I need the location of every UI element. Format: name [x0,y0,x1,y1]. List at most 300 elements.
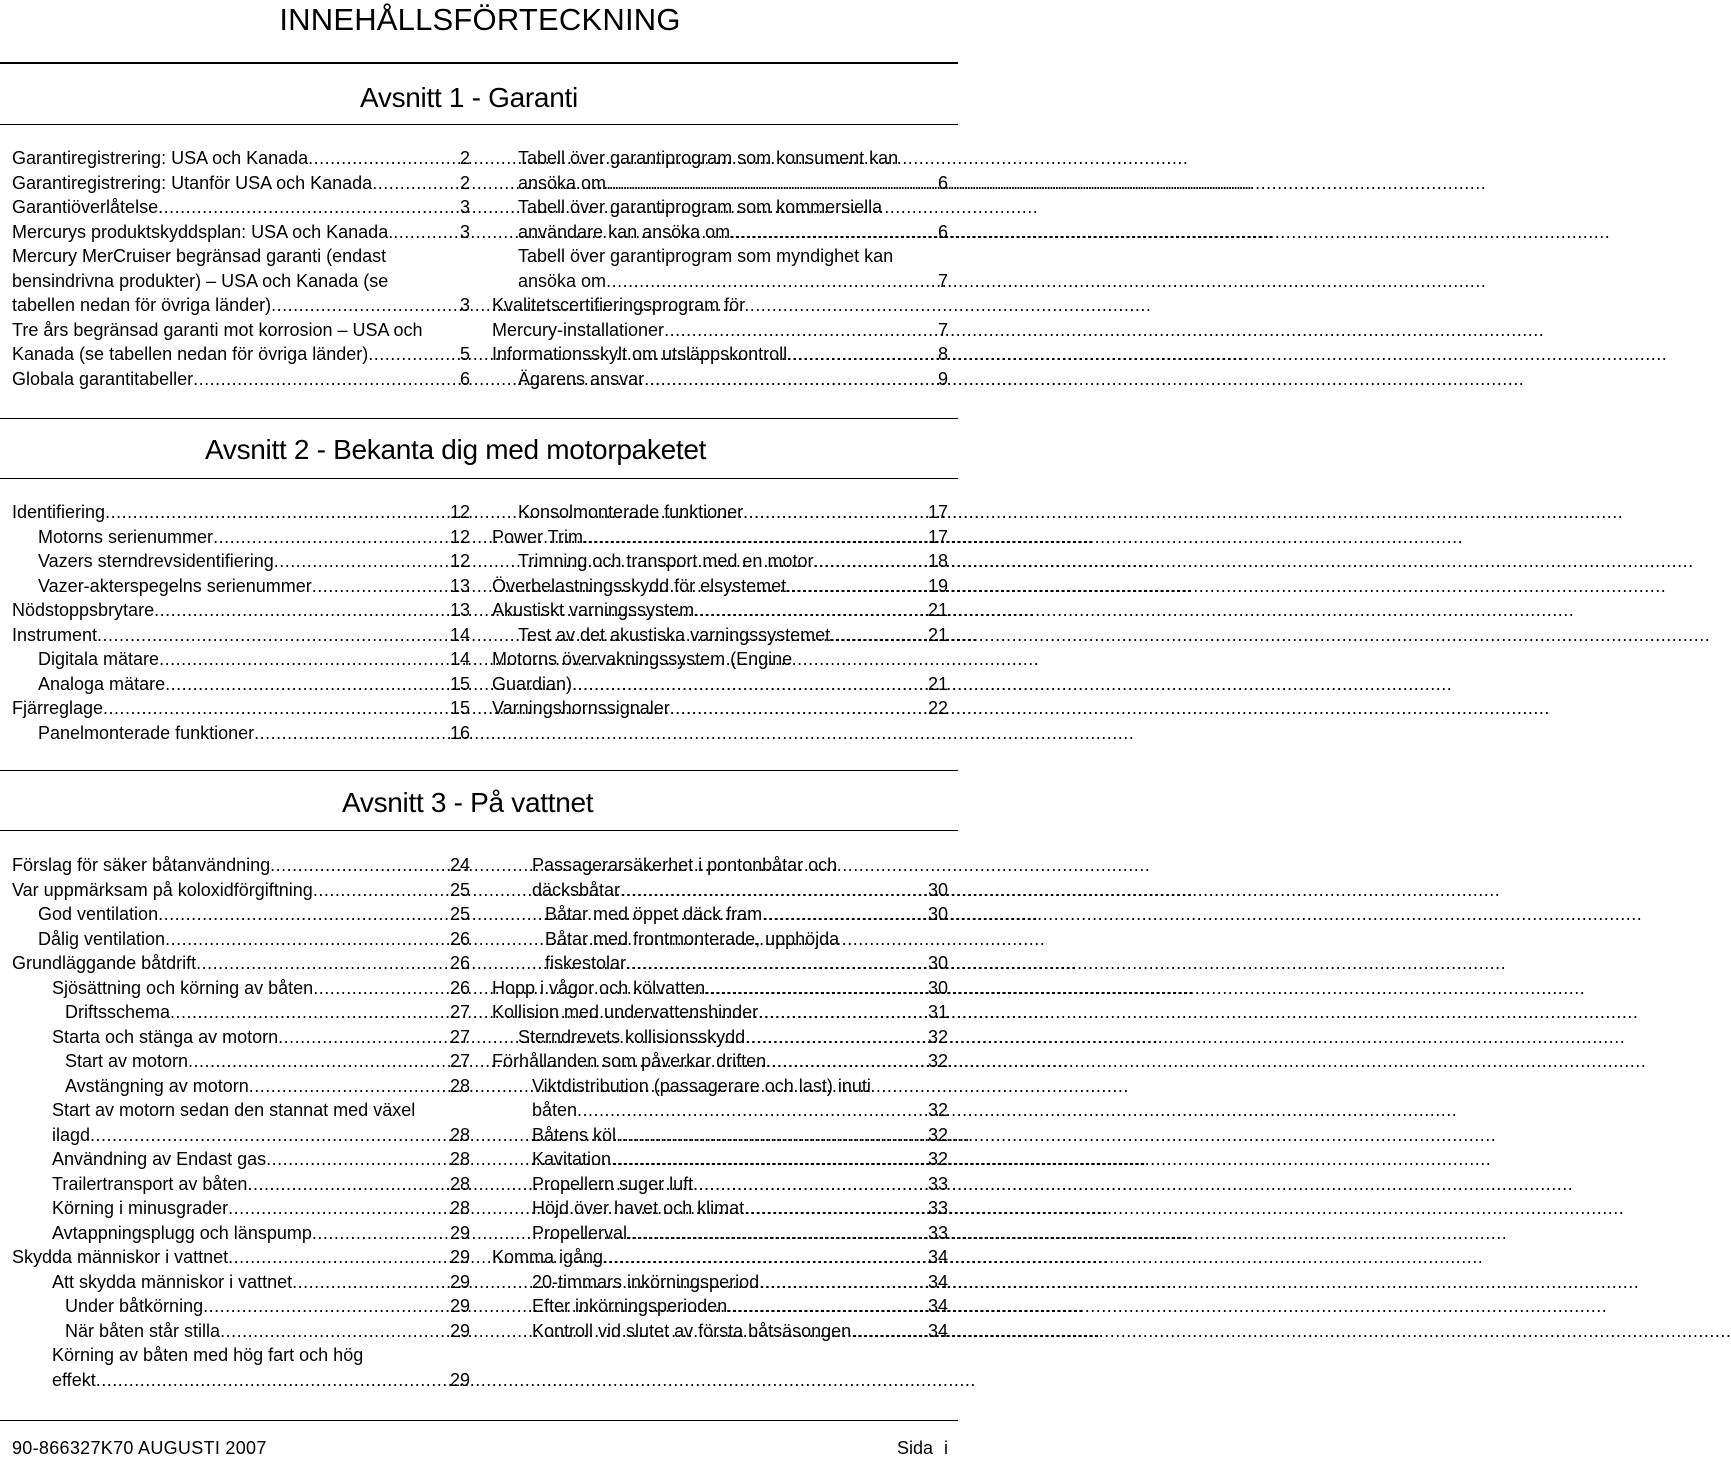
toc-entry-title: God ventilation [38,904,159,924]
section-2-right-column [492,500,948,721]
toc-entry-title: ansöka om [518,270,607,291]
toc-entry-page-number: 9 [937,368,948,389]
dot-leader [313,878,448,903]
toc-entry-page-number: 28 [449,1075,470,1096]
toc-entry-page-number: 32 [927,1149,948,1169]
dot-leader [762,902,926,927]
toc-entry[interactable] [12,1294,470,1319]
toc-entry-page-number: 26 [449,928,470,949]
dot-leader [830,623,926,648]
toc-entry-page-number: 25 [449,904,470,924]
toc-entry-title: Höjd över havet och klimat [532,1198,745,1218]
toc-entry[interactable] [492,696,948,721]
toc-entry[interactable] [492,1172,948,1197]
toc-entry-title: Kvalitetscertifieringsprogram för [492,295,746,315]
toc-entry-page-number: 8 [937,344,948,364]
toc-entry-title: Hopp i vågor och kölvatten [492,977,706,998]
toc-entry[interactable] [12,1025,470,1050]
toc-entry-title: Guardian) [492,673,573,694]
toc-entry[interactable] [12,623,470,648]
toc-entry[interactable] [492,1221,948,1246]
toc-entry[interactable] [492,1270,948,1295]
toc-entry-title: Skydda människor i vattnet [12,1247,229,1267]
toc-entry-title: Akustiskt varningssystem [492,600,695,620]
toc-entry-title: Båtar med öppet däck fram [545,904,763,924]
toc-entry-page-number: 28 [449,1198,470,1218]
dot-leader [103,696,448,721]
toc-entry-title: Kanada (se tabellen nedan för övriga länder) [12,344,369,364]
toc-entry-page-number: 30 [927,977,948,998]
toc-entry[interactable] [12,672,470,697]
section-1-right-column [492,146,948,391]
toc-entry[interactable] [12,951,470,976]
dot-leader [312,1221,448,1246]
toc-entry-title: Tre års begränsad garanti mot korrosion – USA och [12,319,423,340]
toc-entry-title: Vazer-akterspegelns serienummer [38,575,312,596]
toc-entry-title: 20-timmars inkörningsperiod [532,1271,760,1292]
toc-entry-title: Grundläggande båtdrift [12,953,197,973]
dot-leader [220,1319,448,1344]
toc-entry[interactable] [12,1074,470,1099]
toc-entry[interactable] [492,1098,948,1123]
toc-entry-title: Kavitation [532,1149,612,1169]
dot-leader [583,525,926,550]
toc-entry-page-number: 7 [937,270,948,291]
toc-entry-title: Instrument [12,624,98,645]
toc-entry-page-number: 33 [927,1173,948,1194]
toc-entry-page-number: 27 [449,1051,470,1071]
toc-entry-title: Mercury-installationer [492,319,665,340]
toc-entry [492,146,948,171]
toc-entry[interactable] [12,293,470,318]
toc-entry-title: Var uppmärksam på koloxidförgiftning [12,879,313,900]
toc-entry-title: tabellen nedan för övriga länder) [12,295,272,315]
dot-leader [393,220,458,245]
section-heading-3: Avsnitt 3 - På vattnet [342,787,594,818]
toc-entry-page-number: 28 [449,1124,470,1145]
toc-entry[interactable] [492,171,948,196]
toc-entry-title: Viktdistribution (passagerare och last) inuti [532,1075,871,1096]
toc-entry[interactable] [12,195,470,220]
toc-entry [492,244,948,269]
toc-entry[interactable] [12,598,470,623]
toc-entry-title: Analoga mätare [38,673,166,694]
toc-entry-title: Båtens köl [532,1124,617,1145]
toc-entry-title: Propellerval [532,1222,628,1243]
toc-entry-title: Efter inkörningsperioden [532,1296,728,1316]
dot-leader [292,1270,448,1295]
dot-leader [611,1147,926,1172]
dot-leader [727,1294,926,1319]
dot-leader [266,1147,448,1172]
toc-entry[interactable] [12,1368,470,1393]
toc-entry-title: Sterndrevets kollisionsskydd [518,1026,746,1047]
dot-leader [203,1294,448,1319]
toc-entry-title: När båten står stilla [65,1320,221,1341]
toc-entry[interactable] [12,1123,470,1148]
toc-entry[interactable] [12,927,470,952]
toc-entry[interactable] [12,721,470,746]
dot-leader [308,146,458,171]
toc-entry-title: Kontroll vid slutet av första båtsäsongen [532,1320,852,1341]
section-1-left-column [12,146,470,391]
toc-entry[interactable] [12,1147,470,1172]
toc-entry[interactable] [12,367,470,392]
dot-leader [745,1025,926,1050]
toc-entry[interactable] [12,647,470,672]
toc-entry-title: Driftsschema [65,1002,171,1022]
toc-entry-page-number: 29 [449,1296,470,1316]
toc-entry-page-number: 27 [449,1026,470,1047]
dot-leader [743,500,926,525]
toc-entry-page-number: 32 [927,1124,948,1145]
dot-leader [274,549,448,574]
toc-entry [12,269,470,294]
toc-entry-title: Trimning och transport med en motor [518,551,814,571]
toc-entry[interactable] [12,1319,470,1344]
dot-leader [368,342,458,367]
footer-rule [0,1420,958,1421]
toc-entry-page-number: 33 [927,1222,948,1243]
dot-leader [249,1074,448,1099]
toc-entry-page-number: 34 [927,1247,948,1267]
toc-entry-page-number: 13 [449,600,470,620]
toc-entry-title: Vazers sterndrevsidentifiering [38,551,274,571]
toc-entry-title: Propellern suger luft [532,1173,694,1194]
toc-entry[interactable] [12,853,470,878]
dot-leader [105,500,448,525]
toc-entry-title: Förhållanden som påverkar driften [492,1051,767,1071]
dot-leader [670,696,926,721]
toc-entry-title: Att skydda människor i vattnet [52,1271,293,1292]
toc-entry-page-number: 6 [937,221,948,242]
toc-entry-page-number: 34 [927,1320,948,1341]
dot-leader [664,318,936,343]
toc-entry[interactable] [492,1000,948,1025]
toc-entry-title: Start av motorn [65,1051,189,1071]
toc-entry [492,1074,948,1099]
section-heading-1: Avsnitt 1 - Garanti [360,82,578,113]
toc-entry-title: Båtar med frontmonterade, upphöjda [545,928,840,949]
dot-leader [193,367,458,392]
toc-entry-page-number: 12 [449,551,470,571]
toc-entry-page-number: 27 [449,1002,470,1022]
toc-entry-title: Sjösättning och körning av båten [52,977,314,998]
dot-leader [616,1123,926,1148]
toc-entry[interactable] [492,220,948,245]
dot-leader [620,878,926,903]
toc-entry[interactable] [492,1196,948,1221]
toc-entry[interactable] [492,1319,948,1344]
toc-entry[interactable] [12,500,470,525]
toc-entry[interactable] [492,1147,948,1172]
dot-leader [313,976,448,1001]
toc-entry-page-number: 29 [449,1320,470,1341]
toc-entry-page-number: 6 [459,368,470,389]
title-rule [0,62,958,64]
toc-entry-page-number: 3 [459,221,470,242]
toc-entry[interactable] [12,525,470,550]
toc-entry-page-number: 28 [449,1173,470,1194]
toc-entry-title: Garantiregistrering: USA och Kanada [12,148,309,168]
dot-leader [270,853,448,878]
toc-entry-title: Digitala mätare [38,649,160,669]
section-2-left-column [12,500,470,745]
toc-entry-page-number: 15 [449,698,470,718]
toc-entry[interactable] [12,549,470,574]
toc-entry[interactable] [492,367,948,392]
toc-entry-title: Överbelastningsskydd för elsystemet [492,575,787,596]
toc-entry-title: Power Trim [492,526,584,547]
dot-leader [213,525,448,550]
dot-leader [730,220,936,245]
dot-leader [312,574,448,599]
dot-leader [158,902,448,927]
toc-entry[interactable] [12,1000,470,1025]
toc-entry-title: Körning i minusgrader [52,1198,229,1218]
toc-entry-title: Informationsskylt om utsläppskontroll [492,344,788,364]
toc-entry-page-number: 21 [927,673,948,694]
dot-leader [271,293,458,318]
section-2-top-rule [0,418,958,419]
dot-leader [278,1025,448,1050]
toc-entry-title: Varningshornssignaler [492,698,670,718]
dot-leader [606,171,936,196]
toc-entry-page-number: 15 [449,673,470,694]
dot-leader [627,1221,926,1246]
dot-leader [759,1270,926,1295]
toc-entry-title: fiskestolar [545,953,627,973]
dot-leader [372,171,458,196]
dot-leader [786,574,926,599]
toc-entry[interactable] [12,1049,470,1074]
toc-entry[interactable] [492,1025,948,1050]
dot-leader [90,1123,448,1148]
toc-entry[interactable] [492,269,948,294]
toc-entry-page-number: 14 [449,649,470,669]
toc-entry-title: Identifiering [12,502,106,522]
toc-entry-page-number: 32 [927,1100,948,1120]
toc-entry [492,293,948,318]
toc-entry-title: Mercurys produktskyddsplan: USA och Kanada. [12,221,394,242]
toc-entry[interactable] [12,146,470,171]
toc-entry-title: Ägarens ansvar [518,368,645,389]
toc-entry[interactable] [12,1270,470,1295]
toc-entry-page-number: 34 [927,1271,948,1292]
toc-entry-page-number: 5 [459,344,470,364]
toc-entry-page-number: 18 [927,551,948,571]
dot-leader [758,1000,926,1025]
toc-entry-page-number: 26 [449,977,470,998]
toc-entry-title: Tabell över garantiprogram som konsument kan [518,148,899,168]
toc-entry[interactable] [492,902,948,927]
toc-entry-title: Motorns övervakningssystem (Engine [492,649,793,669]
toc-entry-page-number: 25 [449,879,470,900]
dot-leader [705,976,926,1001]
toc-entry-page-number: 12 [449,526,470,547]
toc-entry[interactable] [492,951,948,976]
dot-leader [97,623,448,648]
toc-entry-title: Fjärreglage [12,698,104,718]
toc-entry-page-number: 26 [449,953,470,973]
page-title: INNEHÅLLSFÖRTECKNING [279,2,681,37]
toc-entry[interactable] [12,220,470,245]
toc-entry-page-number: 2 [459,148,470,168]
section-3-left-column [12,853,470,1392]
toc-entry-title: användare kan ansöka om [518,221,731,242]
toc-entry-page-number: 30 [927,879,948,900]
toc-entry-page-number: 12 [449,502,470,522]
toc-entry-title: Mercury MerCruiser begränsad garanti (endast [12,246,387,266]
toc-entry-page-number: 14 [449,624,470,645]
footer-page-number: Sida i [896,1438,948,1458]
toc-entry [492,927,948,952]
dot-leader [228,1196,448,1221]
dot-leader [254,721,448,746]
toc-entry[interactable] [12,1245,470,1270]
toc-entry[interactable] [12,171,470,196]
toc-entry[interactable] [492,1049,948,1074]
toc-entry[interactable] [12,574,470,599]
toc-entry[interactable] [492,549,948,574]
toc-entry-title: Passagerarsäkerhet i pontonbåtar och [532,855,838,875]
toc-entry-page-number: 29 [449,1369,470,1390]
toc-entry-title: Garantiregistrering: Utanför USA och Kanada [12,172,373,193]
toc-entry-page-number: 17 [927,502,948,522]
dot-leader [196,951,448,976]
toc-entry-page-number: 32 [927,1026,948,1047]
toc-entry-title: bensindrivna produkter) – USA och Kanada (se [12,270,389,291]
toc-entry-page-number: 28 [449,1149,470,1169]
toc-entry[interactable] [492,500,948,525]
section-heading-2: Avsnitt 2 - Bekanta dig med motorpaketet [205,434,707,465]
toc-entry[interactable] [12,902,470,927]
toc-entry-page-number: 6 [937,172,948,193]
toc-entry-page-number: 30 [927,904,948,924]
toc-entry[interactable] [12,696,470,721]
toc-entry-title: Garantiöverlåtelse [12,197,159,217]
dot-leader [572,672,926,697]
toc-entry-title: Start av motorn sedan den stannat med växel [52,1100,416,1120]
toc-entry[interactable] [492,525,948,550]
toc-entry-title: båten [532,1100,578,1120]
toc-entry-title: Dålig ventilation [38,928,166,949]
section-1-rule [0,124,958,125]
dot-leader [744,1196,926,1221]
toc-entry-title: Komma igång [492,1247,604,1267]
toc-entry-title: Avstängning av motorn [65,1075,249,1096]
toc-entry-page-number: 29 [449,1222,470,1243]
section-3-top-rule [0,770,958,771]
toc-entry-title: Globala garantitabeller [12,368,194,389]
dot-leader [188,1049,448,1074]
dot-leader [766,1049,926,1074]
toc-entry-title: Körning av båten med hög fart och hög [52,1345,364,1365]
dot-leader [159,647,448,672]
toc-entry[interactable] [12,1196,470,1221]
toc-entry [12,244,470,269]
toc-entry-page-number: 33 [927,1198,948,1218]
toc-entry-page-number: 30 [927,953,948,973]
toc-entry-title: Panelmonterade funktioner [38,722,255,743]
toc-entry-title: Tabell över garantiprogram som kommersiella [518,197,883,217]
dot-leader [154,598,448,623]
dot-leader [158,195,458,220]
dot-leader [247,1172,448,1197]
toc-entry[interactable] [492,878,948,903]
toc-entry [12,1343,470,1368]
toc-entry [492,853,948,878]
dot-leader [170,1000,448,1025]
toc-entry-page-number: 22 [927,698,948,718]
toc-entry-title: Nödstoppsbrytare [12,600,155,620]
toc-entry[interactable] [492,318,948,343]
dot-leader [694,598,926,623]
section-3-right-column [492,853,948,1343]
toc-entry[interactable] [492,574,948,599]
toc-entry-page-number: 3 [459,197,470,217]
toc-entry-page-number: 2 [459,172,470,193]
toc-entry[interactable] [492,1123,948,1148]
toc-entry[interactable] [492,1294,948,1319]
toc-entry[interactable] [492,598,948,623]
toc-entry[interactable] [492,623,948,648]
toc-entry-page-number: 29 [449,1247,470,1267]
toc-entry [12,1098,470,1123]
dot-leader [606,269,936,294]
footer-document-number: 90-866327K70 AUGUSTI 2007 [12,1438,267,1458]
toc-entry-title: däcksbåtar [532,879,621,900]
toc-entry-title: effekt [52,1369,96,1390]
toc-entry [492,195,948,220]
toc-entry-title: Motorns serienummer [38,526,214,547]
dot-leader [577,1098,926,1123]
toc-entry-page-number: 31 [927,1002,948,1022]
toc-entry-page-number: 21 [927,600,948,620]
toc-entry [12,318,470,343]
toc-entry[interactable] [12,1172,470,1197]
toc-entry-title: ansöka om [518,172,607,193]
toc-entry[interactable] [12,976,470,1001]
dot-leader [644,367,936,392]
toc-entry-title: Test av det akustiska varningssystemet [518,624,831,645]
dot-leader [787,342,936,367]
toc-entry-page-number: 17 [927,526,948,547]
toc-entry-title: Användning av Endast gas [52,1149,267,1169]
toc-entry-title: Tabell över garantiprogram som myndighet kan [518,246,894,266]
toc-entry-page-number: 32 [927,1051,948,1071]
toc-entry[interactable] [492,342,948,367]
section-3-rule [0,830,958,831]
toc-entry-title: Under båtkörning [65,1296,204,1316]
toc-entry-page-number: 21 [927,624,948,645]
toc-entry[interactable] [12,342,470,367]
toc-entry-title: Trailertransport av båten [52,1173,248,1194]
dot-leader [165,927,448,952]
toc-entry[interactable] [492,976,948,1001]
toc-entry[interactable] [12,878,470,903]
dot-leader [813,549,926,574]
toc-entry[interactable] [492,1245,948,1270]
toc-entry [492,647,948,672]
toc-entry-page-number: 16 [449,722,470,743]
toc-entry-title: Kollision med undervattenshinder [492,1002,759,1022]
toc-entry[interactable] [492,672,948,697]
toc-entry-page-number: 34 [927,1296,948,1316]
toc-entry-page-number: 3 [459,295,470,315]
toc-entry[interactable] [12,1221,470,1246]
dot-leader [165,672,448,697]
